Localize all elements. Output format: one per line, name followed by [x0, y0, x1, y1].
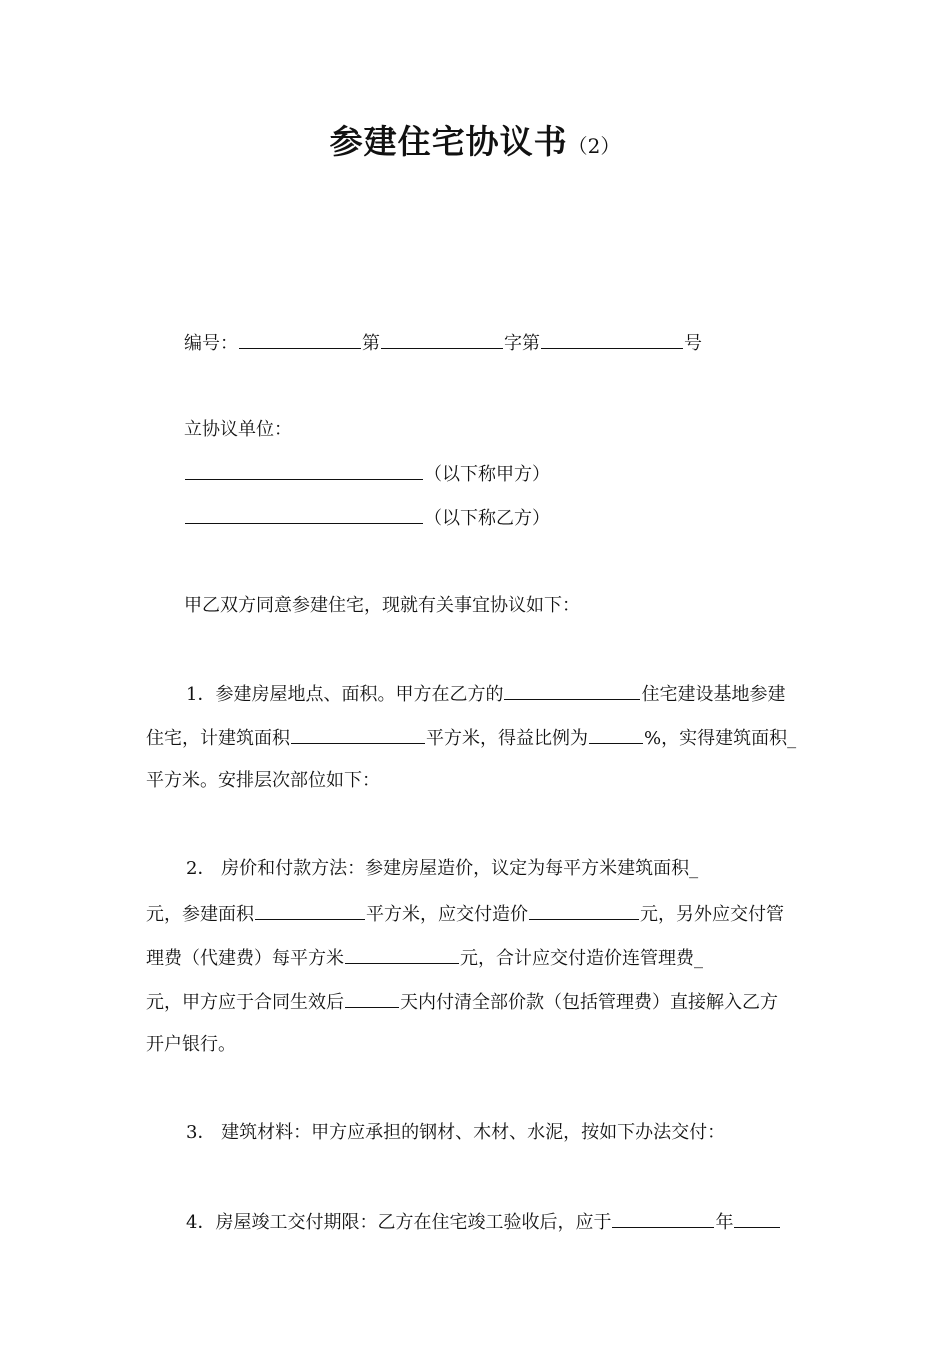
blank-clause1-site	[504, 681, 640, 700]
clause1-text-1a: 1．参建房屋地点、面积。甲方在乙方的	[186, 684, 504, 705]
clause1-text-2b: 平方米，得益比例为	[426, 728, 588, 749]
clause1-text-2a: 住宅，计建筑面积	[146, 728, 290, 749]
blank-clause2-fee	[345, 945, 459, 964]
intro-text: 甲乙双方同意参建住宅，现就有关事宜协议如下：	[184, 595, 580, 616]
clause1-line2	[146, 725, 796, 751]
blank-number-1	[239, 330, 361, 349]
blank-clause1-ratio	[589, 725, 643, 744]
clause2-text-4b: 天内付清全部价款（包括管理费）直接解入乙方	[400, 992, 778, 1013]
clause2-text-2b: 平方米，应交付造价	[366, 904, 528, 925]
blank-clause2-area	[255, 901, 365, 920]
clause1-text-2c: %，实得建筑面积_	[644, 728, 797, 749]
party-a-line	[184, 461, 550, 487]
clause4-line1	[186, 1209, 781, 1235]
party-b-label: （以下称乙方）	[424, 508, 550, 529]
clause2-line4	[146, 989, 778, 1015]
number-label: 编号：	[184, 333, 238, 354]
clause2-line2	[146, 901, 784, 927]
blank-clause4-year	[612, 1209, 714, 1228]
clause4-text-1b: 年	[715, 1212, 734, 1233]
title-main: 参建住宅协议书	[329, 122, 568, 161]
number-text-1: 第	[362, 333, 380, 354]
blank-number-2	[381, 330, 503, 349]
party-b-line	[184, 505, 550, 531]
clause2-line5: 开户银行。	[146, 1034, 236, 1055]
blank-clause2-days	[345, 989, 399, 1008]
clause2-text-3a: 理费（代建费）每平方米	[146, 948, 344, 969]
number-text-3: 号	[684, 333, 702, 354]
parties-heading: 立协议单位：	[184, 419, 292, 440]
clause3-line1: 3． 建筑材料：甲方应承担的钢材、木材、水泥，按如下办法交付：	[186, 1122, 726, 1143]
clause2-line3	[146, 945, 703, 971]
blank-clause4-month	[734, 1209, 780, 1228]
blank-party-a	[185, 461, 423, 480]
party-a-label: （以下称甲方）	[424, 464, 550, 485]
title-suffix: （2）	[567, 134, 621, 158]
clause2-text-3b: 元，合计应交付造价连管理费_	[460, 948, 703, 969]
number-line	[184, 330, 702, 356]
clause2-line1: 2． 房价和付款方法：参建房屋造价，议定为每平方米建筑面积_	[186, 858, 699, 879]
clause4-text-1a: 4．房屋竣工交付期限：乙方在住宅竣工验收后，应于	[186, 1212, 612, 1233]
document-title	[0, 116, 950, 163]
number-text-2: 字第	[504, 333, 540, 354]
clause2-text-4a: 元，甲方应于合同生效后	[146, 992, 344, 1013]
clause2-text-2a: 元，参建面积	[146, 904, 254, 925]
blank-number-3	[541, 330, 683, 349]
blank-party-b	[185, 505, 423, 524]
clause1-text-1b: 住宅建设基地参建	[641, 684, 786, 705]
clause1-line1	[186, 681, 785, 707]
clause2-text-2c: 元，另外应交付管	[640, 904, 784, 925]
blank-clause2-cost	[529, 901, 639, 920]
blank-clause1-area	[291, 725, 425, 744]
clause1-line3: 平方米。安排层次部位如下：	[146, 770, 380, 791]
